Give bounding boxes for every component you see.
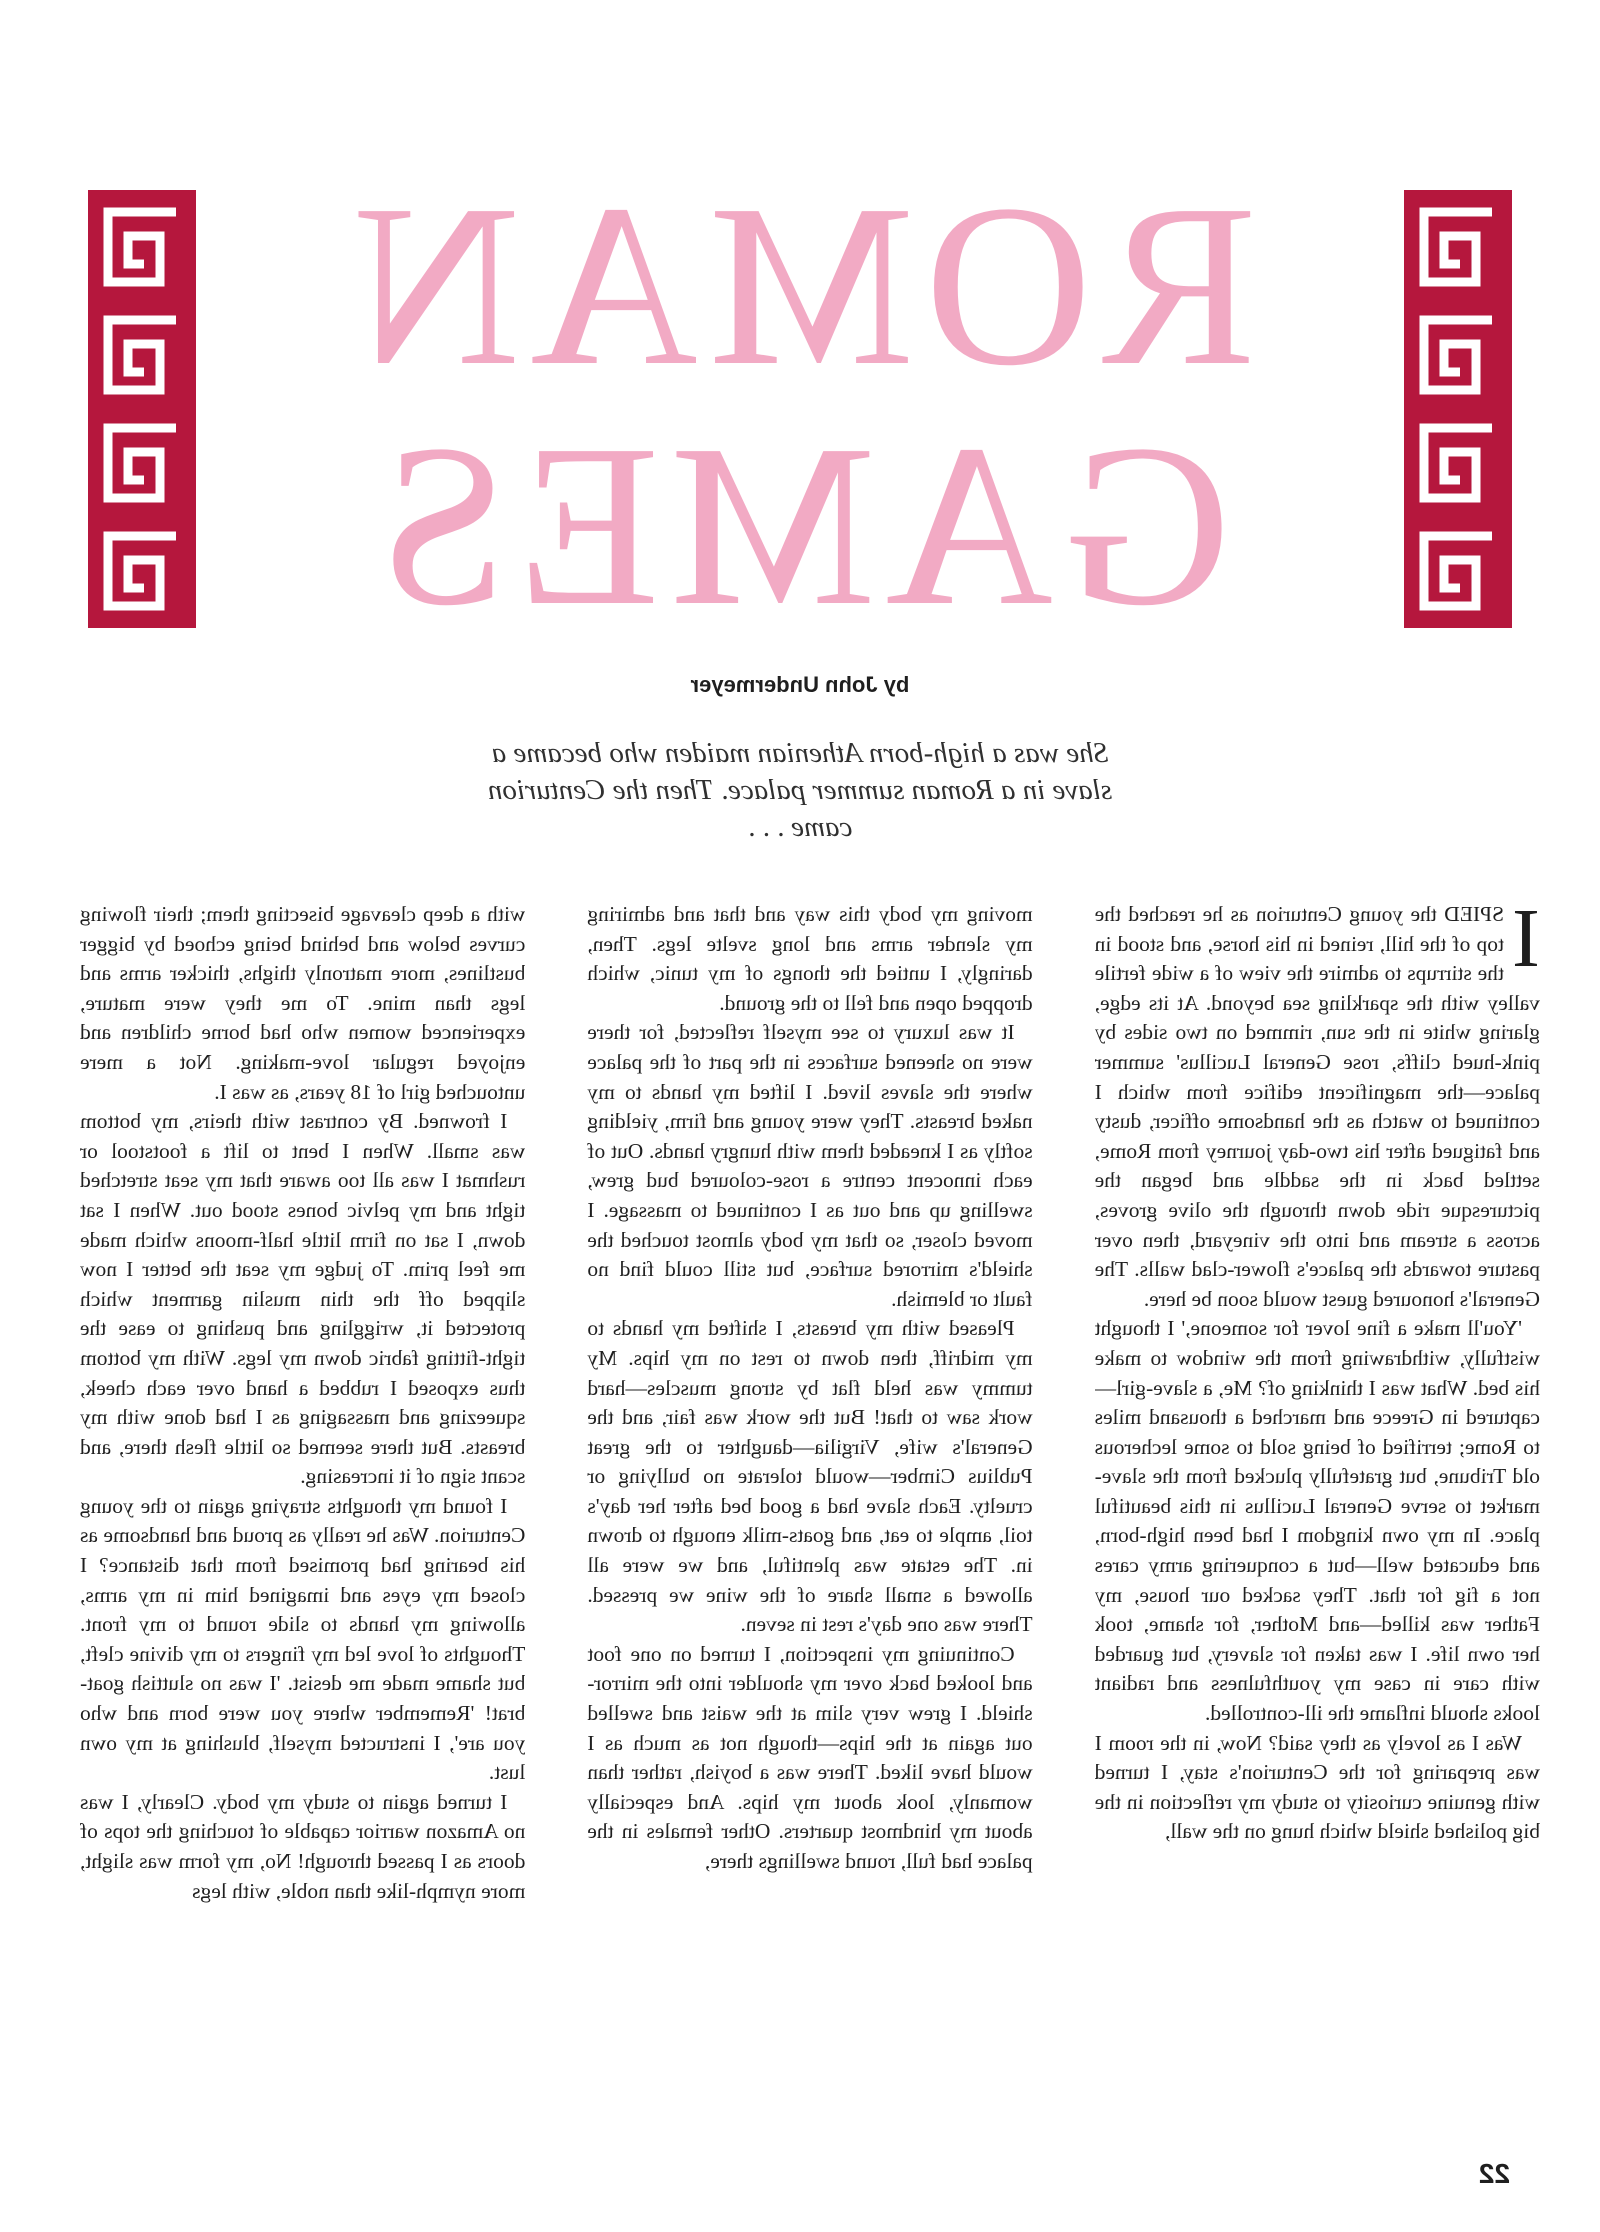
paragraph: I SPIED the young Centurion as he reached the top of the hill, reined in his horse, and stood in the stirrups to admire the view of a wide fertile valley with the sparkling sea beyond. At its edge, glaring white in the sun, rimmed on two sides by pink-hued cliffs, rose General Lucillus' summer palace—the magnificent edifice from which I continued to watch as the handsome officer, dusty and fatigued after his two-day journey from Rome, settled back in the saddle and began the picturesque ride down through the olive groves, across a stream and into the vineyard, then over pasture towards the palace's flower-clad walls. The General's honoured guest would soon be here. [1094, 900, 1540, 1311]
article-body [80, 900, 1540, 2150]
title-line-1: ROMAN [343, 157, 1257, 414]
paragraph: 'You'll make a fine lover for someone,' I thought wistfully, withdrawing from the window to make his bed. What was I thinking of? Me, a slave-girl—captured in Greece and marched a thousand miles to Rome; terrified of being sold to some lecherous old Tribune, but gratefully plucked from the slave-market to serve General Lucillus in this beautiful place. In my own kingdom I had been high-born, and educated well—but a conquering army cares not a fig for that. They sacked our house, my Father was killed—and Mother, for shame, took her own life. I was taken for slavery, but guarded with care in case my youthfulness and radiant looks should inflame the ill-controlled. [1094, 1316, 1540, 1726]
paragraph: Continuing my inspection, I turned on one foot and looked back over my shoulder into the mirror-shield. I grew very slim at the waist and swelled out again at the hips—though not as much as I would have liked. There was a boyish, rather than womanly, look about my hips. And especially about my hindmost quarters. Other females in the palace had full, round swellings there, [587, 1641, 1033, 1873]
paragraph: Was I as lovely as they said? Now, in the room I was preparing for the Centurion's stay, I turned with genuine curiosity to study my reflection in the big polished shield which hung on the wall, [1094, 1730, 1540, 1844]
greek-key-pattern [1404, 190, 1512, 628]
page-number: 22 [1478, 2158, 1510, 2189]
title-line-2: GAMES [368, 397, 1232, 654]
standfirst: She was a high-born Athenian maiden who became a slave in a Roman summer palace. Then the Centurion came . . . [487, 737, 1113, 843]
greek-key-border-left [1404, 190, 1512, 628]
paragraph: I found my thoughts straying again to the young Centurion. Was he really as proud and handsome as his bearing had promised from that distance? I closed my eyes and imagined him in my arms, allowing my hands to slide round to my front. Thoughts of love led my fingers to my divine cleft, but shame made me desist. 'I was no sluttish goat-brat! 'Remember where you were born and who you are', I instructed myself, blushing at my own lust. [80, 1493, 526, 1785]
paragraph: I turned again to study my body. Clearly, I was no Amazon warrior capable of touching the tops of doors as I passed through! No, my form was slight, more nymph-like than noble, with legs [80, 1789, 526, 1903]
paragraph: I frowned. By contrast with theirs, my bottom was small. When I bent to lift a footstool or rushmat I was all too aware that my seat stretched tight and my pelvic bones stood out. When I sat down, I sat on firm little half-moons which made me feel prim. To judge my seat the better I now slipped off the thin muslin garment which protected it, wriggling and pushing to ease the tight-fitting fabric down my legs. With my bottom thus exposed I rubbed a hand over each cheek, squeezing and massaging as I had done with my breasts. But there seemed so little flesh there, and scant sign of it increasing. [80, 1109, 526, 1489]
paragraph: Pleased with my breasts, I shifted my hands to my midriff, then down to rest on my hips. My tummy was held flat by strong muscles—hard work saw to that! But the work was fair, and the General's wife, Virgilia—daughter to the great Publius Cimber—would tolerate no bullying or cruelty. Each slave had a good bed after her day's toil, ample to eat, and goats-milk enough to drown in. The estate was plentiful, and we were all allowed a small share of the wine we pressed. There was one day's rest in seven. [587, 1316, 1033, 1637]
byline: by John Undermeyer [690, 672, 910, 697]
greek-key-pattern [88, 190, 196, 628]
column-2 [587, 900, 1032, 2150]
greek-key-border-right [88, 190, 196, 628]
column-3 [80, 900, 525, 2150]
article-title [220, 157, 1380, 654]
paragraph: with a deep cleavage bisecting them; their flowing curves below and behind being echoed by bigger bustlines, more matronly thighs, thicker arms and legs than mine. To me they were mature, experienced women who had borne children and enjoyed regular love-making. Not a mere untouched girl of 18 years, as was I. [80, 902, 526, 1104]
paragraph: It was luxury to see myself reflected, for there were no sheened surfaces in the part of the palace where the slaves lived. I lifted my hands to my naked breasts. They were young and firm, yielding softly as I kneaded them with hungry hands. Out of each innocent centre a rose-coloured bud grew, swelling up and out as I continued to massage. I moved closer, so that my body almost touched the shield's mirrored surface, but still could find no fault or blemish. [587, 1020, 1033, 1311]
drop-cap: I [1512, 900, 1540, 985]
column-1 [1095, 900, 1540, 2150]
paragraph: moving my body this way and that and admiring my slender arms and long svelte legs. Then, daringly, I untied the thongs of my tunic, which dropped open and fell to the ground. [587, 902, 1033, 1015]
